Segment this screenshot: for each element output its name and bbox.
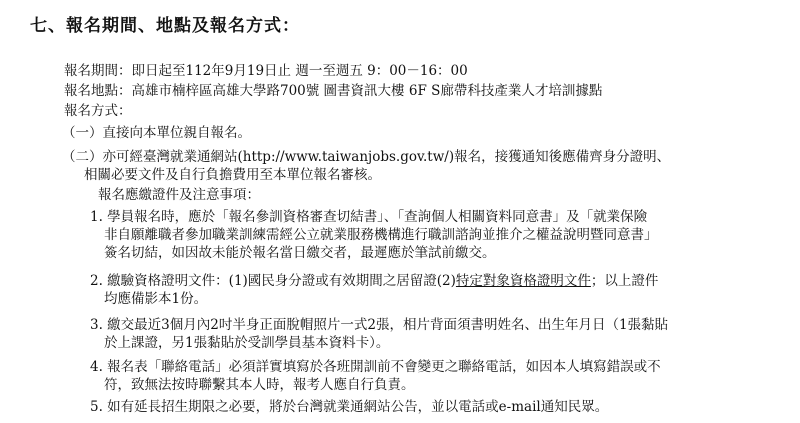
note-5-line-1: 5. 如有延長招生期限之必要，將於台灣就業通網站公告，並以電話或e-mail通知民眾。 [90,399,609,415]
section-heading: 七、報名期間、地點及報名方式： [30,16,300,36]
method-item-2-line-2: 相關必要文件及自行負擔費用至本單位報名審核。 [84,167,381,183]
note-3-line-1: 3. 繳交最近3個月內2吋半身正面脫帽照片一式2張，相片背面須書明姓名、出生年月日（1張黏貼 [90,317,669,333]
note-2-line-1 [90,272,658,290]
registration-method-title: 報名方式： [64,103,132,119]
note-4-line-1: 4. 報名表「聯絡電話」必須詳實填寫於各班開訓前不會變更之聯絡電話，如因本人填寫錯誤或不 [90,359,661,375]
note-4-line-2: 符，致無法按時聯繫其本人時，報考人應自行負責。 [104,377,415,393]
note-3-line-2: 於上課證，另1張黏貼於受訓學員基本資料卡）。 [104,335,390,351]
note-1-line-2: 非自願離職者參加職業訓練需經公立就業服務機構進行職訓諮詢並推介之權益說明暨同意書」 [104,227,658,243]
note-2-text-a: 2. 繳驗資格證明文件：(1)國民身分證或有效期間之居留證(2) [90,273,456,289]
note-1-line-3: 簽名切結，如因故未能於報名當日繳交者，最遲應於筆試前繳交。 [104,245,496,261]
registration-location: 報名地點：高雄市楠梓區高雄大學路700號 圖書資訊大樓 6F S廊帶科技產業人才培訓據點 [64,83,603,99]
method-item-1: （一）直接向本單位親自報名。 [62,125,251,141]
note-2-text-c: ；以上證件 [590,273,659,289]
registration-period: 報名期間：即日起至112年9月19日止 週一至週五 9：00－16：00 [64,63,468,79]
note-2-underlined-text: 特定對象資格證明文件 [455,273,591,289]
method-item-2-line-1: （二）亦可經臺灣就業通網站(http://www.taiwanjobs.gov.tw/)報名，接獲通知後應備齊身分證明、 [62,149,671,165]
required-docs-title: 報名應繳證件及注意事項： [98,187,260,203]
note-2-line-2: 均應備影本1份。 [104,291,208,307]
note-1-line-1: 1. 學員報名時，應於「報名參訓資格審查切結書」、「查詢個人相關資料同意書」及「就業保險 [90,209,648,225]
